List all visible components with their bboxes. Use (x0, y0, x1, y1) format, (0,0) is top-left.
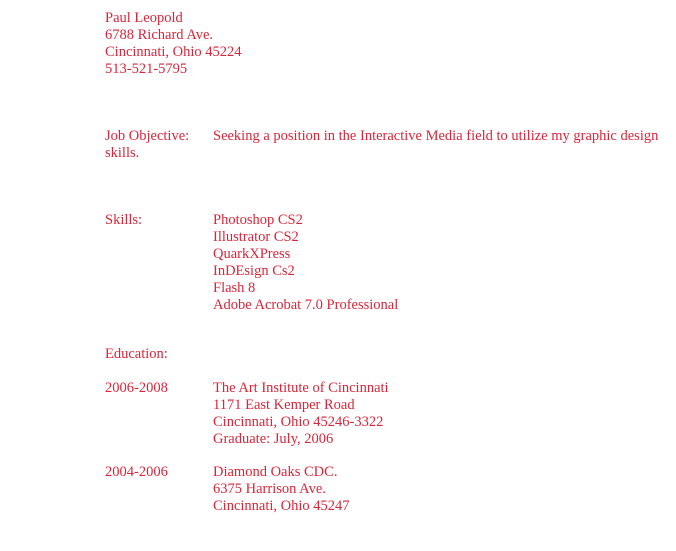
school-name: Diamond Oaks CDC. (213, 464, 338, 480)
school-city: Cincinnati, Ohio 45247 (213, 498, 350, 514)
education-details (213, 380, 653, 448)
contact-city: Cincinnati, Ohio 45224 (105, 44, 242, 60)
objective-text-line1: Seeking a position in the Interactive Media field to utilize my graphic design (213, 128, 659, 144)
school-street: 1171 East Kemper Road (213, 397, 355, 413)
school-city: Cincinnati, Ohio 45246-3322 (213, 414, 384, 430)
education-details (213, 464, 653, 515)
education-label: Education: (105, 346, 168, 362)
contact-street: 6788 Richard Ave. (105, 27, 214, 43)
education-years: 2004-2006 (105, 464, 168, 480)
objective-first-line (105, 128, 665, 145)
education-years: 2006-2008 (105, 380, 168, 396)
objective-section (105, 128, 665, 162)
school-street: 6375 Harrison Ave. (213, 481, 326, 497)
skill-item: Illustrator CS2 (213, 229, 299, 245)
skill-item: Adobe Acrobat 7.0 Professional (213, 297, 399, 313)
objective-label: Job Objective: (105, 128, 190, 144)
skill-item: InDEsign Cs2 (213, 263, 295, 279)
school-graduation: Graduate: July, 2006 (213, 431, 334, 447)
skills-label: Skills: (105, 212, 143, 228)
contact-name: Paul Leopold (105, 10, 183, 26)
contact-block (105, 10, 665, 78)
skills-list (213, 212, 653, 314)
skill-item: Flash 8 (213, 280, 256, 296)
objective-text-line2: skills. (105, 145, 140, 161)
skill-item: Photoshop CS2 (213, 212, 303, 228)
contact-phone: 513-521-5795 (105, 61, 188, 77)
skill-item: QuarkXPress (213, 246, 291, 262)
school-name: The Art Institute of Cincinnati (213, 380, 389, 396)
